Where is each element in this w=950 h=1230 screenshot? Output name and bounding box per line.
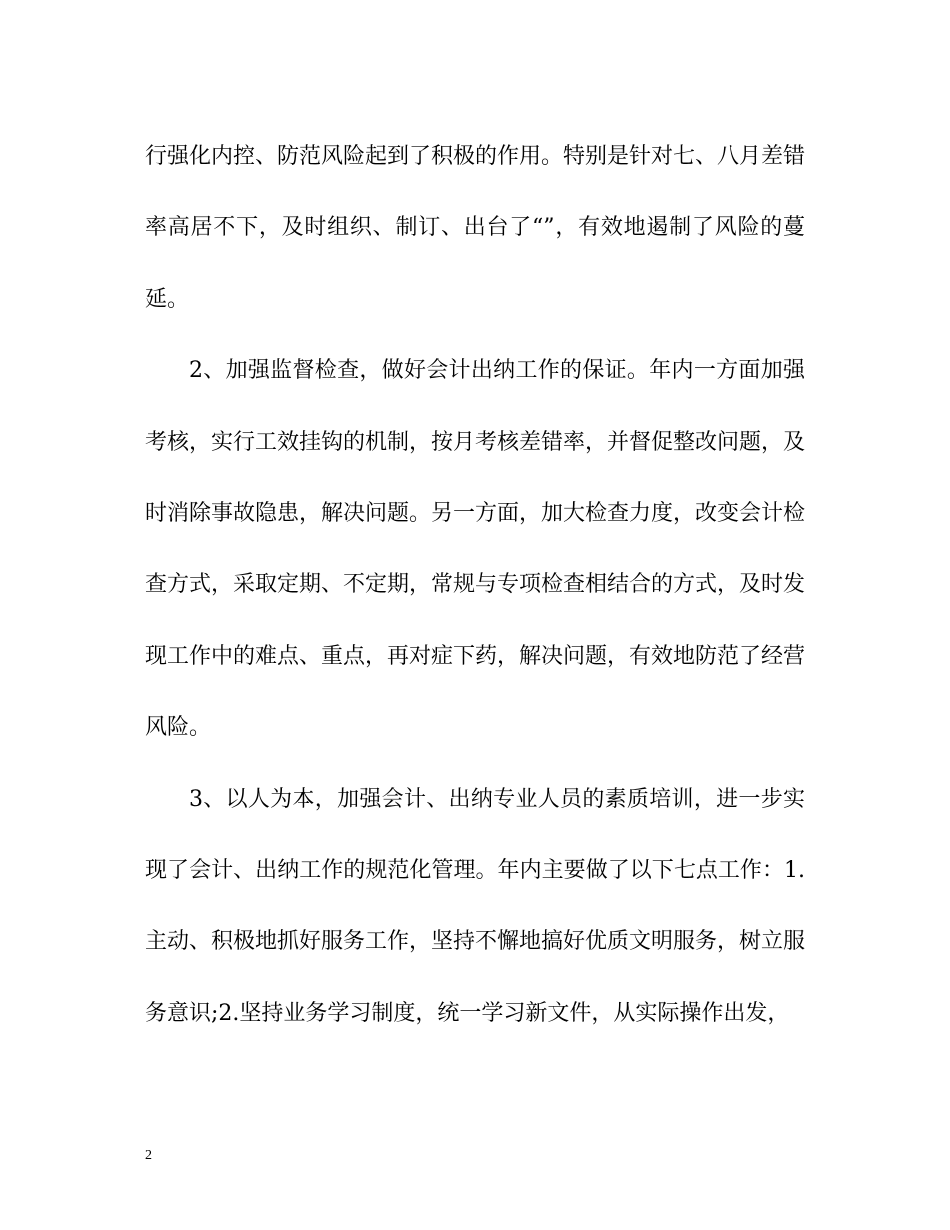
- paragraph-item-3: 3、以人为本，加强会计、出纳专业人员的素质培训，进一步实现了会计、出纳工作的规范化管理。年内主要做了以下七点工作：1.主动、积极地抓好服务工作，坚持不懈地搞好优质文明服务，树立服务意识;2.坚持业务学习制度，统一学习新文件，从实际操作出发，: [145, 786, 806, 1026]
- document-body: [145, 121, 805, 1049]
- paragraph-item-2: 2、加强监督检查，做好会计出纳工作的保证。年内一方面加强考核，实行工效挂钩的机制，按月考核差错率，并督促整改问题，及时消除事故隐患，解决问题。另一方面，加大检查力度，改变会计检查方式，采取定期、不定期，常规与专项检查相结合的方式，及时发现工作中的难点、重点，再对症下药，解决问题，有效地防范了经营风险。: [145, 358, 806, 741]
- paragraph-continuation: 行强化内控、防范风险起到了积极的作用。特别是针对七、八月差错率高居不下，及时组织、制订、出台了“”，有效地遏制了风险的蔓延。: [145, 144, 806, 312]
- page-number: 2: [145, 1148, 152, 1163]
